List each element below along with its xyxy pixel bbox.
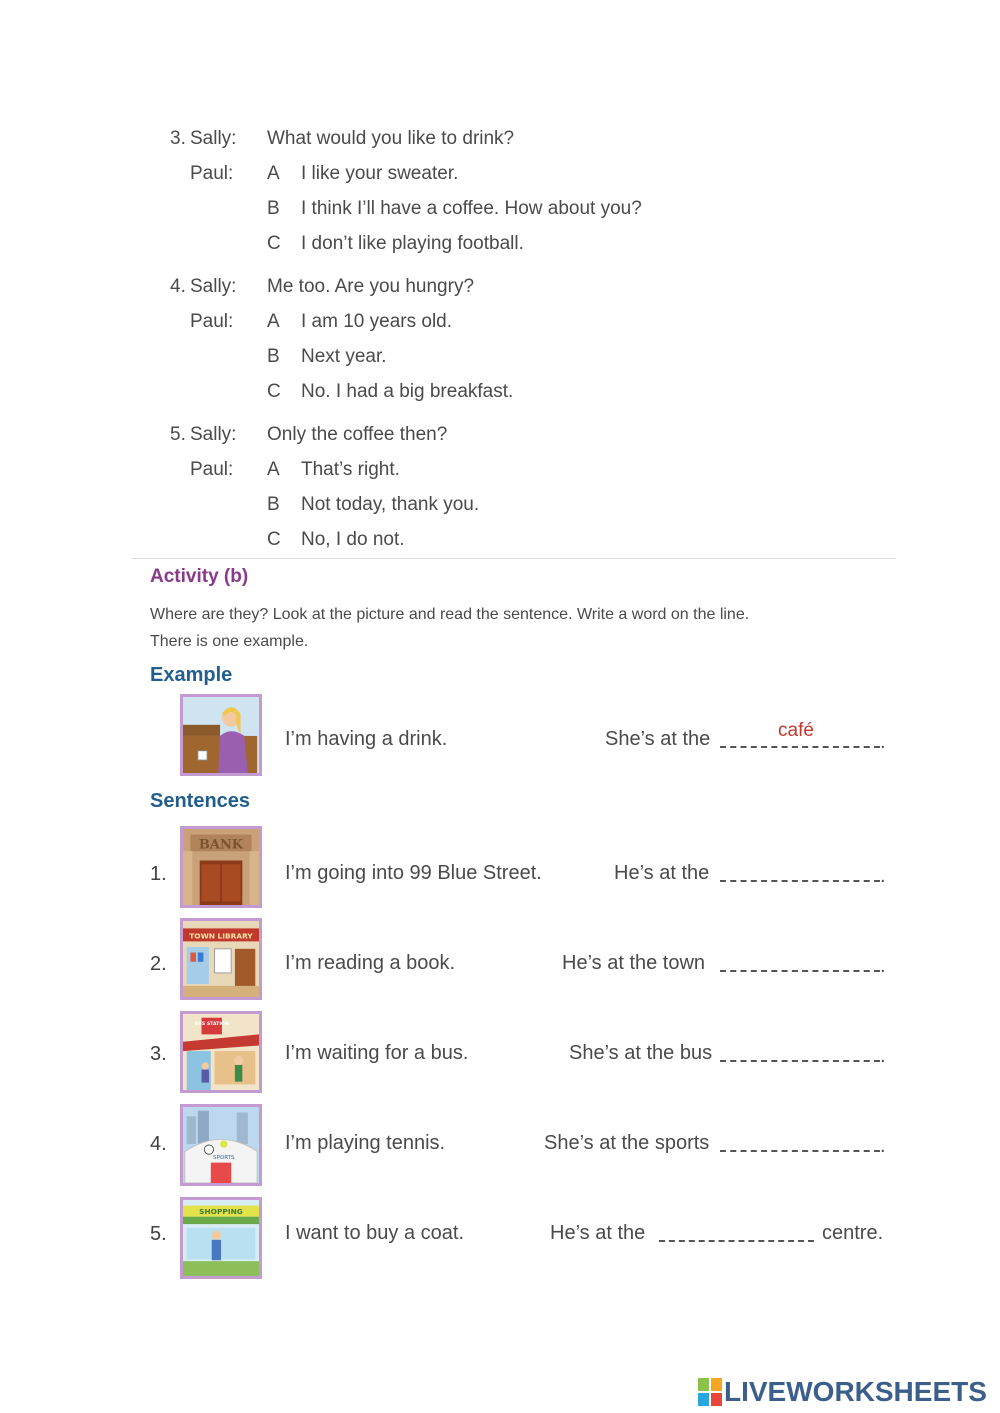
sentence-prefix: He’s at the town bbox=[562, 952, 706, 974]
sentence-suffix: . bbox=[880, 1045, 886, 1067]
question-number: 5. bbox=[170, 424, 186, 445]
option-letter[interactable]: C bbox=[267, 233, 281, 254]
option-text[interactable]: That’s right. bbox=[301, 459, 400, 480]
section-divider bbox=[132, 558, 896, 559]
sentence-suffix: . bbox=[880, 865, 886, 887]
option-text[interactable]: No, I do not. bbox=[301, 529, 405, 550]
option-text[interactable]: I don’t like playing football. bbox=[301, 233, 524, 254]
question-prompt: Only the coffee then? bbox=[267, 424, 448, 445]
picture-label: TOWN LIBRARY bbox=[189, 931, 253, 941]
option-letter[interactable]: A bbox=[267, 163, 280, 184]
sentence-text: I want to buy a coat. bbox=[285, 1222, 464, 1244]
picture-label: SHOPPING bbox=[199, 1206, 243, 1216]
speaker-sally: Sally: bbox=[190, 276, 237, 297]
example-answer: café bbox=[778, 720, 814, 741]
option-letter[interactable]: C bbox=[267, 381, 281, 402]
liveworksheets-logo-icon bbox=[698, 1378, 722, 1408]
speaker-paul: Paul: bbox=[190, 459, 234, 480]
question-prompt: What would you like to drink? bbox=[267, 128, 515, 149]
sentence-prefix: He’s at the bbox=[550, 1222, 646, 1244]
library-picture bbox=[180, 918, 262, 1000]
option-text[interactable]: Not today, thank you. bbox=[301, 494, 480, 515]
sentences-heading: Sentences bbox=[150, 790, 251, 812]
shopping-centre-picture bbox=[180, 1197, 262, 1279]
speaker-paul: Paul: bbox=[190, 311, 234, 332]
sentence-number: 2. bbox=[150, 953, 167, 975]
speaker-sally: Sally: bbox=[190, 424, 237, 445]
sentence-prefix: She’s at the bus bbox=[569, 1042, 713, 1064]
option-letter[interactable]: C bbox=[267, 529, 281, 550]
answer-blank[interactable] bbox=[720, 1042, 886, 1068]
example-prefix: She’s at the bbox=[605, 728, 711, 750]
picture-label: BUS STATION bbox=[194, 1022, 229, 1028]
option-letter[interactable]: B bbox=[267, 346, 280, 367]
sentence-number: 3. bbox=[150, 1043, 167, 1065]
option-letter[interactable]: B bbox=[267, 494, 280, 515]
sentence-number: 4. bbox=[150, 1133, 167, 1155]
option-text[interactable]: I am 10 years old. bbox=[301, 311, 453, 332]
option-text[interactable]: No. I had a big breakfast. bbox=[301, 381, 514, 402]
sentence-suffix: . bbox=[880, 1135, 886, 1157]
sentence-prefix: He’s at the bbox=[614, 862, 710, 884]
speaker-sally: Sally: bbox=[190, 128, 237, 149]
cafe-picture bbox=[180, 694, 262, 776]
sports-centre-picture bbox=[180, 1104, 262, 1186]
sentence-text: I’m reading a book. bbox=[285, 952, 456, 974]
option-text[interactable]: I think I’ll have a coffee. How about you? bbox=[301, 198, 642, 219]
sentence-text: I’m playing tennis. bbox=[285, 1132, 446, 1154]
activity-title: Activity (b) bbox=[150, 566, 249, 587]
bus-station-picture bbox=[180, 1011, 262, 1093]
option-letter[interactable]: A bbox=[267, 311, 280, 332]
picture-label: SPORTS bbox=[212, 1154, 235, 1161]
option-letter[interactable]: A bbox=[267, 459, 280, 480]
picture-label: BANK bbox=[198, 837, 244, 853]
sentence-number: 1. bbox=[150, 863, 167, 885]
answer-blank[interactable] bbox=[720, 862, 886, 888]
instruction-line-1: Where are they? Look at the picture and read the sentence. Write a word on the line. bbox=[150, 606, 750, 623]
example-suffix: . bbox=[880, 731, 886, 753]
answer-blank[interactable] bbox=[720, 952, 886, 978]
example-sentence: I’m having a drink. bbox=[285, 728, 448, 750]
sentence-text: I’m waiting for a bus. bbox=[285, 1042, 469, 1064]
sentence-prefix: She’s at the sports bbox=[544, 1132, 710, 1154]
question-number: 3. bbox=[170, 128, 186, 149]
answer-blank[interactable] bbox=[720, 1132, 886, 1158]
question-prompt: Me too. Are you hungry? bbox=[267, 276, 475, 297]
question-number: 4. bbox=[170, 276, 186, 297]
option-text[interactable]: I like your sweater. bbox=[301, 163, 459, 184]
sentence-number: 5. bbox=[150, 1223, 167, 1245]
bank-picture bbox=[180, 826, 262, 908]
sentence-text: I’m going into 99 Blue Street. bbox=[285, 862, 542, 884]
speaker-paul: Paul: bbox=[190, 163, 234, 184]
sentence-suffix: centre. bbox=[822, 1222, 884, 1244]
option-text[interactable]: Next year. bbox=[301, 346, 387, 367]
example-heading: Example bbox=[150, 664, 233, 686]
option-letter[interactable]: B bbox=[267, 198, 280, 219]
instruction-line-2: There is one example. bbox=[150, 633, 309, 650]
sentence-suffix: . bbox=[880, 955, 886, 977]
answer-blank[interactable] bbox=[659, 1222, 814, 1247]
liveworksheets-brand[interactable]: LIVEWORKSHEETS bbox=[724, 1376, 987, 1407]
